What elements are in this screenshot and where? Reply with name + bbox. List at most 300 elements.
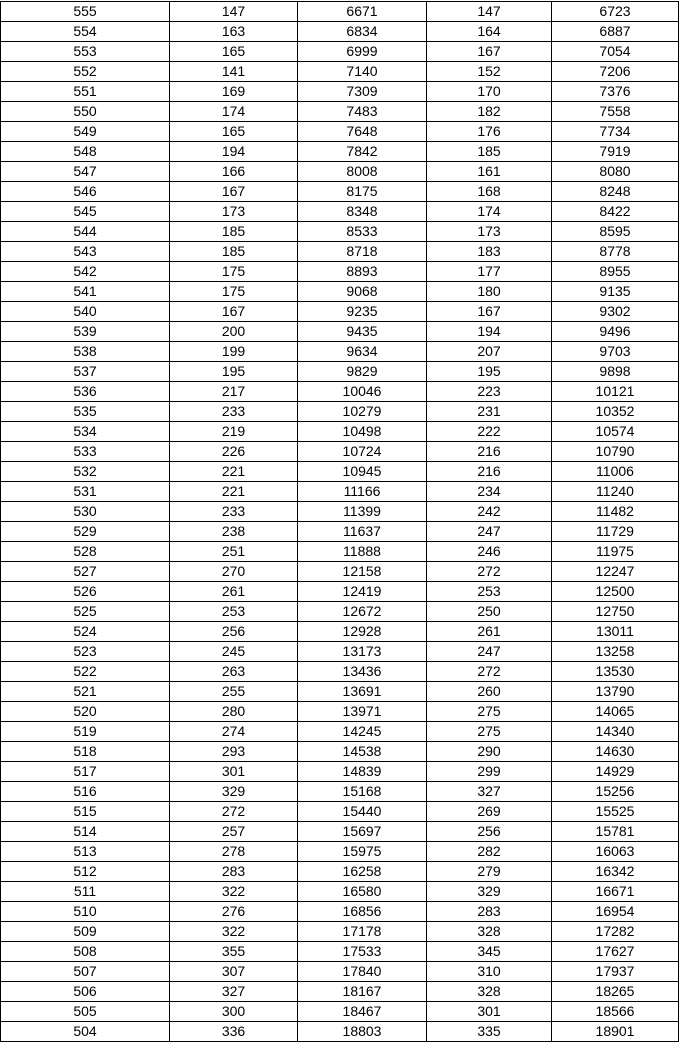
score-cell: 542 [1, 262, 170, 282]
count-a-cell: 233 [170, 402, 298, 422]
count-a-cell: 253 [170, 602, 298, 622]
count-b-cell: 168 [427, 182, 552, 202]
table-row [1, 22, 679, 42]
score-cell: 537 [1, 362, 170, 382]
score-cell: 531 [1, 482, 170, 502]
table-row [1, 462, 679, 482]
table-row [1, 702, 679, 722]
count-b-cell: 174 [427, 202, 552, 222]
table-row [1, 622, 679, 642]
count-a-cell: 174 [170, 102, 298, 122]
count-b-cell: 223 [427, 382, 552, 402]
count-b-cell: 164 [427, 22, 552, 42]
count-a-cell: 238 [170, 522, 298, 542]
count-b-cell: 242 [427, 502, 552, 522]
score-cell: 525 [1, 602, 170, 622]
table-row [1, 602, 679, 622]
count-a-cell: 185 [170, 222, 298, 242]
table-row [1, 942, 679, 962]
score-cell: 504 [1, 1022, 170, 1042]
cumulative-a-cell: 15440 [298, 802, 427, 822]
count-b-cell: 207 [427, 342, 552, 362]
cumulative-a-cell: 10945 [298, 462, 427, 482]
cumulative-a-cell: 11166 [298, 482, 427, 502]
cumulative-b-cell: 8248 [552, 182, 679, 202]
cumulative-a-cell: 13173 [298, 642, 427, 662]
count-a-cell: 166 [170, 162, 298, 182]
table-row [1, 402, 679, 422]
table-row [1, 482, 679, 502]
score-cell: 513 [1, 842, 170, 862]
table-row [1, 802, 679, 822]
table-row [1, 202, 679, 222]
score-cell: 555 [1, 2, 170, 22]
count-a-cell: 276 [170, 902, 298, 922]
cumulative-b-cell: 16954 [552, 902, 679, 922]
cumulative-a-cell: 14839 [298, 762, 427, 782]
table-row [1, 982, 679, 1002]
cumulative-b-cell: 8080 [552, 162, 679, 182]
table-row [1, 242, 679, 262]
cumulative-b-cell: 7206 [552, 62, 679, 82]
count-a-cell: 322 [170, 922, 298, 942]
table-row [1, 722, 679, 742]
table-row [1, 2, 679, 22]
count-b-cell: 256 [427, 822, 552, 842]
count-a-cell: 173 [170, 202, 298, 222]
count-b-cell: 234 [427, 482, 552, 502]
count-a-cell: 165 [170, 122, 298, 142]
cumulative-a-cell: 9634 [298, 342, 427, 362]
count-b-cell: 167 [427, 302, 552, 322]
score-cell: 540 [1, 302, 170, 322]
cumulative-b-cell: 7734 [552, 122, 679, 142]
count-b-cell: 269 [427, 802, 552, 822]
score-cell: 535 [1, 402, 170, 422]
table-row [1, 162, 679, 182]
count-a-cell: 280 [170, 702, 298, 722]
count-a-cell: 283 [170, 862, 298, 882]
count-b-cell: 194 [427, 322, 552, 342]
count-a-cell: 175 [170, 262, 298, 282]
count-b-cell: 260 [427, 682, 552, 702]
score-cell: 524 [1, 622, 170, 642]
cumulative-a-cell: 11888 [298, 542, 427, 562]
score-cell: 544 [1, 222, 170, 242]
table-row [1, 102, 679, 122]
cumulative-b-cell: 16063 [552, 842, 679, 862]
score-cell: 538 [1, 342, 170, 362]
table-row [1, 822, 679, 842]
cumulative-a-cell: 15697 [298, 822, 427, 842]
cumulative-b-cell: 6723 [552, 2, 679, 22]
score-cell: 514 [1, 822, 170, 842]
cumulative-b-cell: 14929 [552, 762, 679, 782]
cumulative-b-cell: 15781 [552, 822, 679, 842]
score-cell: 512 [1, 862, 170, 882]
cumulative-b-cell: 9703 [552, 342, 679, 362]
cumulative-a-cell: 15975 [298, 842, 427, 862]
cumulative-a-cell: 18167 [298, 982, 427, 1002]
table-row [1, 442, 679, 462]
count-b-cell: 247 [427, 642, 552, 662]
cumulative-b-cell: 13790 [552, 682, 679, 702]
cumulative-b-cell: 10121 [552, 382, 679, 402]
cumulative-a-cell: 8175 [298, 182, 427, 202]
cumulative-b-cell: 8595 [552, 222, 679, 242]
cumulative-a-cell: 18803 [298, 1022, 427, 1042]
score-cell: 545 [1, 202, 170, 222]
table-row [1, 1002, 679, 1022]
cumulative-a-cell: 17840 [298, 962, 427, 982]
cumulative-a-cell: 11399 [298, 502, 427, 522]
count-a-cell: 245 [170, 642, 298, 662]
score-cell: 523 [1, 642, 170, 662]
cumulative-a-cell: 16258 [298, 862, 427, 882]
table-row [1, 282, 679, 302]
cumulative-b-cell: 8422 [552, 202, 679, 222]
cumulative-a-cell: 7309 [298, 82, 427, 102]
count-b-cell: 275 [427, 702, 552, 722]
count-a-cell: 199 [170, 342, 298, 362]
table-row [1, 762, 679, 782]
count-a-cell: 219 [170, 422, 298, 442]
count-b-cell: 216 [427, 442, 552, 462]
score-cell: 541 [1, 282, 170, 302]
table-body [1, 2, 679, 1042]
cumulative-a-cell: 13691 [298, 682, 427, 702]
score-cell: 515 [1, 802, 170, 822]
cumulative-b-cell: 17937 [552, 962, 679, 982]
count-b-cell: 283 [427, 902, 552, 922]
score-cell: 532 [1, 462, 170, 482]
table-row [1, 582, 679, 602]
table-row [1, 882, 679, 902]
cumulative-a-cell: 18467 [298, 1002, 427, 1022]
count-b-cell: 177 [427, 262, 552, 282]
score-cell: 507 [1, 962, 170, 982]
cumulative-a-cell: 8008 [298, 162, 427, 182]
cumulative-a-cell: 12419 [298, 582, 427, 602]
score-cell: 539 [1, 322, 170, 342]
score-cell: 510 [1, 902, 170, 922]
cumulative-a-cell: 10724 [298, 442, 427, 462]
count-a-cell: 261 [170, 582, 298, 602]
count-b-cell: 222 [427, 422, 552, 442]
count-a-cell: 200 [170, 322, 298, 342]
count-a-cell: 355 [170, 942, 298, 962]
score-cell: 518 [1, 742, 170, 762]
count-a-cell: 278 [170, 842, 298, 862]
count-b-cell: 176 [427, 122, 552, 142]
cumulative-b-cell: 11729 [552, 522, 679, 542]
cumulative-b-cell: 11240 [552, 482, 679, 502]
cumulative-b-cell: 13011 [552, 622, 679, 642]
score-cell: 550 [1, 102, 170, 122]
score-cell: 534 [1, 422, 170, 442]
score-cell: 527 [1, 562, 170, 582]
count-b-cell: 180 [427, 282, 552, 302]
count-a-cell: 217 [170, 382, 298, 402]
score-cell: 551 [1, 82, 170, 102]
count-a-cell: 263 [170, 662, 298, 682]
score-cell: 526 [1, 582, 170, 602]
cumulative-b-cell: 8955 [552, 262, 679, 282]
count-b-cell: 173 [427, 222, 552, 242]
score-cell: 517 [1, 762, 170, 782]
cumulative-a-cell: 9235 [298, 302, 427, 322]
count-b-cell: 185 [427, 142, 552, 162]
cumulative-b-cell: 11975 [552, 542, 679, 562]
cumulative-a-cell: 7140 [298, 62, 427, 82]
table-row [1, 902, 679, 922]
cumulative-b-cell: 16342 [552, 862, 679, 882]
count-b-cell: 170 [427, 82, 552, 102]
cumulative-b-cell: 14630 [552, 742, 679, 762]
count-a-cell: 163 [170, 22, 298, 42]
cumulative-b-cell: 14340 [552, 722, 679, 742]
count-a-cell: 185 [170, 242, 298, 262]
cumulative-b-cell: 13258 [552, 642, 679, 662]
table-row [1, 82, 679, 102]
count-a-cell: 167 [170, 302, 298, 322]
cumulative-a-cell: 6999 [298, 42, 427, 62]
count-a-cell: 322 [170, 882, 298, 902]
cumulative-a-cell: 7483 [298, 102, 427, 122]
table-row [1, 422, 679, 442]
count-b-cell: 261 [427, 622, 552, 642]
count-b-cell: 328 [427, 982, 552, 1002]
count-b-cell: 329 [427, 882, 552, 902]
cumulative-b-cell: 15525 [552, 802, 679, 822]
count-b-cell: 253 [427, 582, 552, 602]
score-cell: 506 [1, 982, 170, 1002]
table-row [1, 142, 679, 162]
count-a-cell: 256 [170, 622, 298, 642]
count-a-cell: 195 [170, 362, 298, 382]
score-cell: 511 [1, 882, 170, 902]
score-cell: 546 [1, 182, 170, 202]
count-a-cell: 272 [170, 802, 298, 822]
count-b-cell: 246 [427, 542, 552, 562]
cumulative-a-cell: 6834 [298, 22, 427, 42]
cumulative-a-cell: 8348 [298, 202, 427, 222]
cumulative-a-cell: 9435 [298, 322, 427, 342]
count-b-cell: 152 [427, 62, 552, 82]
cumulative-b-cell: 7919 [552, 142, 679, 162]
count-b-cell: 272 [427, 662, 552, 682]
cumulative-b-cell: 7558 [552, 102, 679, 122]
cumulative-b-cell: 9302 [552, 302, 679, 322]
table-row [1, 922, 679, 942]
table-row [1, 562, 679, 582]
cumulative-a-cell: 10279 [298, 402, 427, 422]
cumulative-a-cell: 10046 [298, 382, 427, 402]
score-cell: 505 [1, 1002, 170, 1022]
score-cell: 548 [1, 142, 170, 162]
cumulative-a-cell: 13436 [298, 662, 427, 682]
count-b-cell: 279 [427, 862, 552, 882]
table-row [1, 222, 679, 242]
cumulative-a-cell: 12928 [298, 622, 427, 642]
count-a-cell: 141 [170, 62, 298, 82]
score-cell: 519 [1, 722, 170, 742]
cumulative-b-cell: 9496 [552, 322, 679, 342]
count-a-cell: 226 [170, 442, 298, 462]
count-b-cell: 182 [427, 102, 552, 122]
score-distribution-table [0, 1, 679, 1042]
cumulative-a-cell: 15168 [298, 782, 427, 802]
cumulative-a-cell: 16580 [298, 882, 427, 902]
score-cell: 549 [1, 122, 170, 142]
count-a-cell: 327 [170, 982, 298, 1002]
table-row [1, 122, 679, 142]
count-a-cell: 257 [170, 822, 298, 842]
table-row [1, 782, 679, 802]
score-cell: 520 [1, 702, 170, 722]
cumulative-b-cell: 12247 [552, 562, 679, 582]
count-a-cell: 293 [170, 742, 298, 762]
count-b-cell: 216 [427, 462, 552, 482]
count-a-cell: 175 [170, 282, 298, 302]
table-row [1, 302, 679, 322]
cumulative-a-cell: 11637 [298, 522, 427, 542]
table-row [1, 742, 679, 762]
count-a-cell: 307 [170, 962, 298, 982]
score-cell: 530 [1, 502, 170, 522]
cumulative-a-cell: 17178 [298, 922, 427, 942]
cumulative-b-cell: 7054 [552, 42, 679, 62]
table-row [1, 262, 679, 282]
score-cell: 554 [1, 22, 170, 42]
score-cell: 508 [1, 942, 170, 962]
cumulative-a-cell: 16856 [298, 902, 427, 922]
table-row [1, 1022, 679, 1042]
score-cell: 516 [1, 782, 170, 802]
cumulative-a-cell: 8718 [298, 242, 427, 262]
score-cell: 552 [1, 62, 170, 82]
cumulative-b-cell: 13530 [552, 662, 679, 682]
cumulative-a-cell: 6671 [298, 2, 427, 22]
cumulative-a-cell: 12158 [298, 562, 427, 582]
count-b-cell: 161 [427, 162, 552, 182]
cumulative-b-cell: 18265 [552, 982, 679, 1002]
count-a-cell: 233 [170, 502, 298, 522]
table-row [1, 502, 679, 522]
cumulative-b-cell: 10352 [552, 402, 679, 422]
table-row [1, 182, 679, 202]
table-row [1, 322, 679, 342]
table-row [1, 682, 679, 702]
count-a-cell: 301 [170, 762, 298, 782]
cumulative-b-cell: 11006 [552, 462, 679, 482]
count-b-cell: 231 [427, 402, 552, 422]
count-b-cell: 345 [427, 942, 552, 962]
cumulative-a-cell: 7842 [298, 142, 427, 162]
count-a-cell: 300 [170, 1002, 298, 1022]
cumulative-a-cell: 14538 [298, 742, 427, 762]
count-a-cell: 221 [170, 462, 298, 482]
cumulative-a-cell: 13971 [298, 702, 427, 722]
count-b-cell: 290 [427, 742, 552, 762]
score-cell: 536 [1, 382, 170, 402]
cumulative-b-cell: 17282 [552, 922, 679, 942]
cumulative-a-cell: 8893 [298, 262, 427, 282]
count-b-cell: 328 [427, 922, 552, 942]
score-cell: 533 [1, 442, 170, 462]
cumulative-b-cell: 12500 [552, 582, 679, 602]
cumulative-b-cell: 9135 [552, 282, 679, 302]
count-a-cell: 251 [170, 542, 298, 562]
table-row [1, 362, 679, 382]
cumulative-b-cell: 8778 [552, 242, 679, 262]
cumulative-b-cell: 9898 [552, 362, 679, 382]
cumulative-a-cell: 14245 [298, 722, 427, 742]
table-row [1, 62, 679, 82]
cumulative-b-cell: 7376 [552, 82, 679, 102]
cumulative-a-cell: 9068 [298, 282, 427, 302]
count-a-cell: 165 [170, 42, 298, 62]
count-b-cell: 327 [427, 782, 552, 802]
table-row [1, 382, 679, 402]
cumulative-b-cell: 15256 [552, 782, 679, 802]
cumulative-b-cell: 10790 [552, 442, 679, 462]
count-a-cell: 329 [170, 782, 298, 802]
cumulative-b-cell: 12750 [552, 602, 679, 622]
score-cell: 543 [1, 242, 170, 262]
count-b-cell: 275 [427, 722, 552, 742]
cumulative-b-cell: 10574 [552, 422, 679, 442]
cumulative-b-cell: 14065 [552, 702, 679, 722]
count-b-cell: 282 [427, 842, 552, 862]
count-a-cell: 336 [170, 1022, 298, 1042]
cumulative-a-cell: 17533 [298, 942, 427, 962]
table-row [1, 842, 679, 862]
score-cell: 547 [1, 162, 170, 182]
count-b-cell: 183 [427, 242, 552, 262]
count-b-cell: 147 [427, 2, 552, 22]
table-row [1, 862, 679, 882]
count-a-cell: 169 [170, 82, 298, 102]
count-b-cell: 335 [427, 1022, 552, 1042]
table-row [1, 522, 679, 542]
count-a-cell: 221 [170, 482, 298, 502]
table-row [1, 962, 679, 982]
count-a-cell: 147 [170, 2, 298, 22]
cumulative-b-cell: 11482 [552, 502, 679, 522]
count-a-cell: 274 [170, 722, 298, 742]
score-cell: 553 [1, 42, 170, 62]
cumulative-a-cell: 8533 [298, 222, 427, 242]
table-row [1, 642, 679, 662]
count-a-cell: 255 [170, 682, 298, 702]
count-b-cell: 250 [427, 602, 552, 622]
count-a-cell: 167 [170, 182, 298, 202]
score-cell: 521 [1, 682, 170, 702]
table-row [1, 342, 679, 362]
count-b-cell: 272 [427, 562, 552, 582]
count-a-cell: 194 [170, 142, 298, 162]
score-cell: 509 [1, 922, 170, 942]
cumulative-b-cell: 6887 [552, 22, 679, 42]
count-a-cell: 270 [170, 562, 298, 582]
score-cell: 522 [1, 662, 170, 682]
cumulative-b-cell: 17627 [552, 942, 679, 962]
cumulative-b-cell: 16671 [552, 882, 679, 902]
count-b-cell: 195 [427, 362, 552, 382]
cumulative-b-cell: 18901 [552, 1022, 679, 1042]
score-cell: 529 [1, 522, 170, 542]
